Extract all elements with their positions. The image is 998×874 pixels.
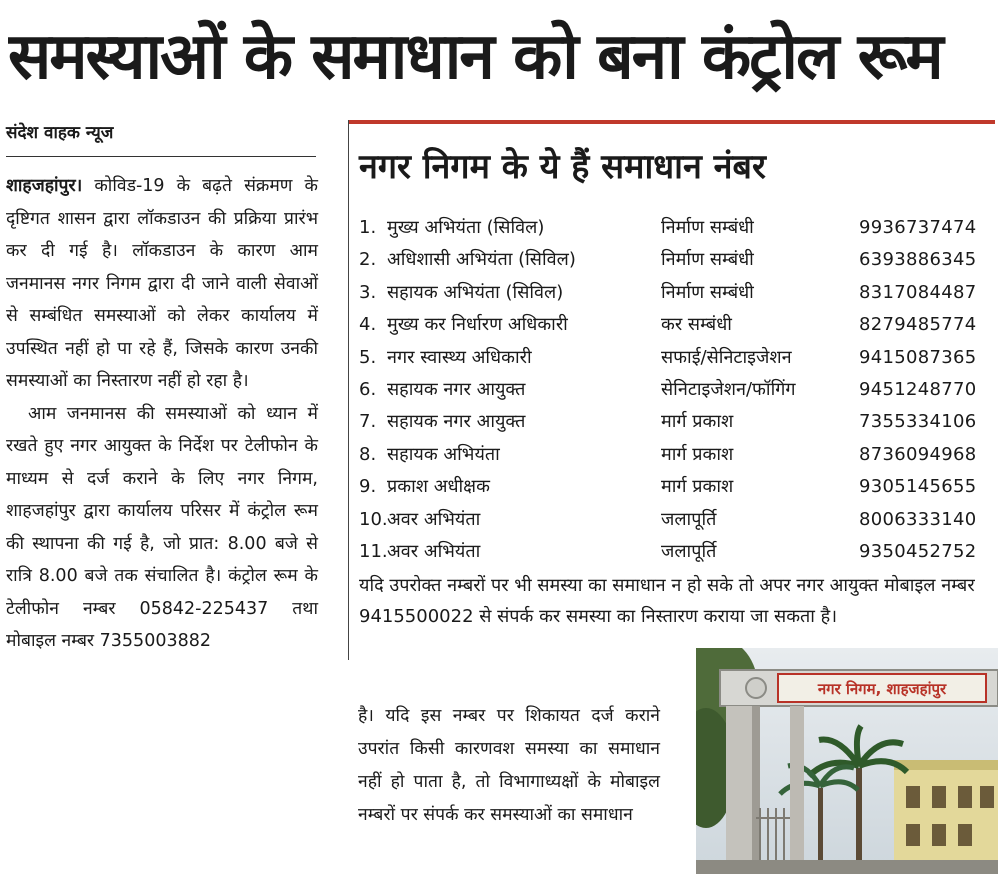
row-designation: मुख्य अभियंता (सिविल) <box>387 217 545 238</box>
row-phone-number: 7355334106 <box>859 411 977 433</box>
row-department: कर सम्बंधी <box>661 314 732 336</box>
article-continuation: है। यदि इस नम्बर पर शिकायत दर्ज कराने उपरांत किसी कारणवश समस्या का समाधान नहीं हो पाता है, तो विभागाध्यक्षों के मोबाइल नम्बरों पर संपर्क कर समस्याओं का समाधान <box>358 706 660 825</box>
contact-row <box>359 277 995 309</box>
row-phone-number: 9415087365 <box>859 346 977 368</box>
row-designation: मुख्य कर निर्धारण अधिकारी <box>387 314 568 336</box>
row-phone-number: 9936737474 <box>859 217 977 238</box>
row-number: 10. <box>359 508 388 530</box>
row-number: 7. <box>359 411 377 433</box>
row-department: जलापूर्ति <box>661 508 717 530</box>
row-phone-number: 9451248770 <box>859 378 977 400</box>
contact-row <box>359 406 995 438</box>
contact-row <box>359 212 995 244</box>
row-number: 6. <box>359 378 377 400</box>
row-number: 5. <box>359 346 377 368</box>
box-note: यदि उपरोक्त नम्बरों पर भी समस्या का समाधान न हो सके तो अपर नगर आयुक्त मोबाइल नम्बर 9415500022 से संपर्क कर समस्या का निस्तारण कराया जा सकता है। <box>359 575 975 627</box>
row-department: सफाई/सेनिटाइजेशन <box>661 346 792 368</box>
row-department: निर्माण सम्बंधी <box>661 217 754 238</box>
row-department: निर्माण सम्बंधी <box>661 249 754 271</box>
row-designation: सहायक अभियंता (सिविल) <box>387 281 564 303</box>
article-paragraph-1 <box>6 170 318 398</box>
article-paragraph-1-text: कोविड-19 के बढ़ते संक्रमण के दृष्टिगत शासन द्वारा लॉकडाउन की प्रक्रिया प्रारंभ कर दी गई है। लॉकडाउन के कारण आम जनमानस नगर निगम द्वारा दी जाने वाली सेवाओं से सम्बंधित समस्याओं को लेकर कार्यालय में उपस्थित नहीं हो पा रहे हैं, जिसके कारण उनकी समस्याओं का निस्तारण नहीं हो रहा है। <box>6 176 318 391</box>
box-title: नगर निगम के ये हैं समाधान नंबर <box>359 147 766 187</box>
row-number: 8. <box>359 443 377 465</box>
row-department: मार्ग प्रकाश <box>661 476 734 498</box>
row-designation: अधिशासी अभियंता (सिविल) <box>387 249 576 271</box>
contact-row <box>359 309 995 341</box>
gate-photo-illustration <box>696 648 998 874</box>
byline: संदेश वाहक न्यूज <box>6 123 114 143</box>
contact-row <box>359 244 995 276</box>
row-number: 9. <box>359 476 377 498</box>
article-column-left <box>6 170 318 658</box>
row-phone-number: 9305145655 <box>859 476 977 498</box>
headline: समस्याओं के समाधान को बना कंट्रोल रूम <box>8 20 942 94</box>
row-designation: अवर अभियंता <box>387 508 481 530</box>
box-accent-bar <box>349 120 995 124</box>
row-phone-number: 8736094968 <box>859 443 977 465</box>
row-number: 1. <box>359 217 377 238</box>
row-phone-number: 9350452752 <box>859 540 977 562</box>
row-designation: नगर स्वास्थ्य अधिकारी <box>387 346 532 368</box>
gate-sign-text: नगर निगम, शाहजहांपुर <box>817 680 947 698</box>
row-designation: सहायक अभियंता <box>387 443 500 465</box>
row-department: मार्ग प्रकाश <box>661 411 734 433</box>
row-number: 3. <box>359 281 377 303</box>
row-phone-number: 8317084487 <box>859 281 977 303</box>
row-designation: अवर अभियंता <box>387 540 481 562</box>
contact-row <box>359 536 995 568</box>
contact-numbers-box <box>348 120 994 660</box>
row-department: मार्ग प्रकाश <box>661 443 734 465</box>
row-phone-number: 8006333140 <box>859 508 977 530</box>
byline-divider <box>6 156 316 157</box>
row-designation: सहायक नगर आयुक्त <box>387 411 526 433</box>
contact-row <box>359 342 995 374</box>
row-phone-number: 8279485774 <box>859 314 977 336</box>
contact-row <box>359 439 995 471</box>
contact-row <box>359 471 995 503</box>
row-designation: सहायक नगर आयुक्त <box>387 378 526 400</box>
article-paragraph-2: आम जनमानस की समस्याओं को ध्यान में रखते हुए नगर आयुक्त के निर्देश पर टेलीफोन के माध्यम से दर्ज कराने के लिए नगर निगम, शाहजहांपुर द्वारा कार्यालय परिसर में कंट्रोल रूम की स्थापना की गई है, जो प्रात: 8.00 बजे से रात्रि 8.00 बजे तक संचालित है। कंट्रोल रूम के टेलीफोन नम्बर 05842-225437 तथा मोबाइल नम्बर 7355003882 <box>6 403 318 651</box>
contact-list <box>359 212 995 568</box>
row-number: 11. <box>359 540 388 562</box>
contact-row <box>359 504 995 536</box>
article-column-continuation <box>358 700 660 832</box>
contact-row <box>359 374 995 406</box>
nagar-nigam-gate-photo <box>696 648 998 874</box>
row-department: सेनिटाइजेशन/फॉगिंग <box>661 378 796 400</box>
row-phone-number: 6393886345 <box>859 249 977 271</box>
dateline: शाहजहांपुर। <box>6 176 83 196</box>
row-number: 2. <box>359 249 377 271</box>
row-department: जलापूर्ति <box>661 540 717 562</box>
row-department: निर्माण सम्बंधी <box>661 281 754 303</box>
row-designation: प्रकाश अधीक्षक <box>387 476 490 498</box>
row-number: 4. <box>359 314 377 336</box>
